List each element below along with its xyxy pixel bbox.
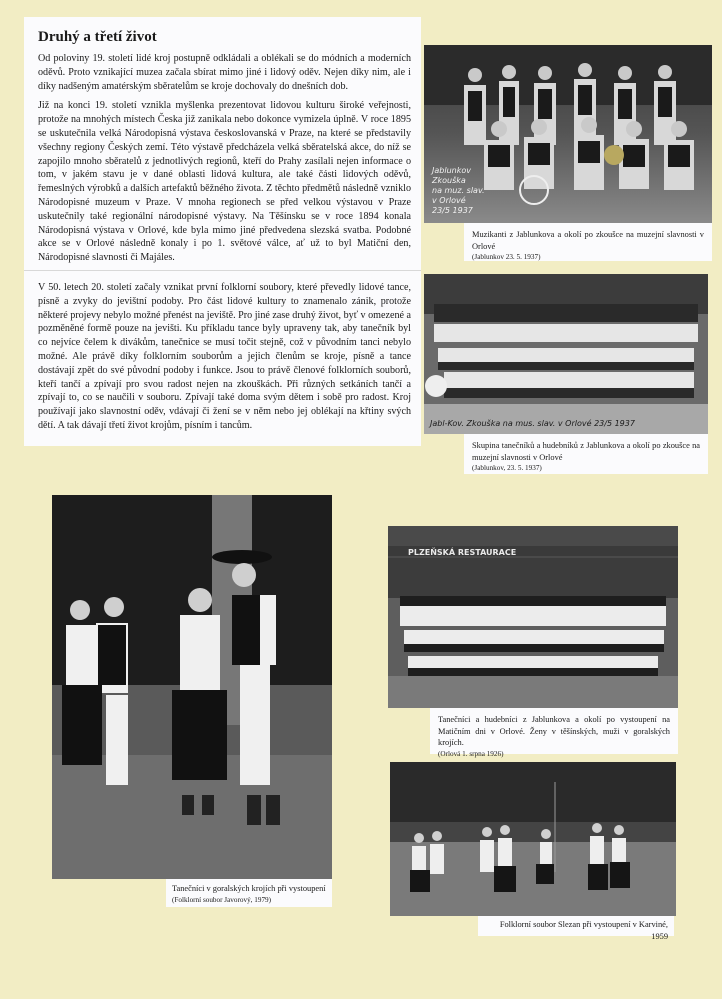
folklore-text-panel — [24, 270, 421, 446]
caption-goral-dancers — [166, 879, 332, 907]
caption-matica-day-source: (Orlová 1. srpna 1926) — [438, 749, 504, 758]
handwriting-line-4: v Orlové — [432, 196, 466, 205]
caption-matica-day-text: Tanečníci a hudebníci z Jablunkova a okolí po vystoupení na Matičním dni v Orlové. Ženy v těšínských, muži v goralských krojích. — [438, 715, 670, 747]
caption-matica-day — [430, 708, 678, 758]
paragraph-1: Od poloviny 19. století lidé kroj postupně odkládali a oblékali se do módních a moderních oděvů. Proto vznikající muzea začala sbírat mimo jiné i lidový oděv. Nejen díky nim, ale i díky nadšeným amatérským sběratelům se kroje dochovaly do dnešních dob. — [38, 53, 411, 92]
photo-slezan-ensemble — [390, 762, 676, 916]
caption-dancers-group-text: Skupina tanečníků a hudebníků z Jablunkova a okolí po zkoušce na muzejní slavnosti v Orlové — [472, 441, 700, 462]
handwriting-line-2: Zkouška — [432, 176, 466, 185]
caption-slezan-ensemble — [478, 916, 674, 941]
intro-text-panel — [24, 17, 421, 270]
page-title: Druhý a třetí život — [38, 29, 157, 45]
handwriting-line-5: 23/5 1937 — [432, 206, 473, 215]
caption-goral-dancers-source: (Folklorní soubor Javorový, 1979) — [172, 895, 272, 904]
photo-goral-dancers — [52, 495, 332, 879]
restaurant-sign: PLZEŇSKÁ RESTAURACE — [408, 548, 517, 557]
caption-goral-dancers-text: Tanečníci v goralských krojích při vystoupení — [172, 884, 326, 893]
caption-dancers-group — [464, 434, 708, 474]
caption-dancers-group-source: (Jablunkov, 23. 5. 1937) — [472, 464, 542, 472]
caption-musicians-source: (Jablunkov 23. 5. 1937) — [472, 253, 541, 261]
paragraph-3: V 50. letech 20. století začaly vznikat první folklorní soubory, které převedly lidové tance, písně a zvyky do jevištní podoby. Pro část lidové kultury to znamenalo zánik, protože některé projevy nebylo možné přenést na jeviště. Pro jiné zase druhý život, byť v omezené a pozměněné formě pouze na jevišti. Ku příkladu tance byly upraveny tak, aby tanečník byl co nejvíce čelem k divákům, tanečnice se musí točit stejně, což v původním tanci nebylo možné. Ale právě díky folklorním souborům a jejich členům se kroje, písně a tance dostávají zpět do své původní podoby i funkce. Jsou to právě členové folklorních souborů, kteří tančí a zpívají pro svou radost nejen na zkouškách. Při různých setkáních tančí a zpívají to, co se naučili v souboru. Zpívají také doma svým dětem i sobě pro radost. Kroj používají jako slavnostní oděv, vdávají či žení se v něm nebo jej oblékají na křtiny svých dětí. A tak dávají třetí život krojům, písním i tancům. — [38, 282, 411, 431]
caption-musicians — [464, 223, 712, 261]
handwriting-caption: Jabl-Kov. Zkouška na mus. slav. v Orlové 23/5 1937 — [430, 419, 635, 428]
paragraph-2: Již na konci 19. století vznikla myšlenka prezentovat lidovou kulturu široké veřejnosti, protože na mnohých místech Česka již zanikala nebo dokonce vymizela úplně. V roce 1895 se uskutečnila velká Národopisná výstava českoslovanská v Praze, na které se představily všechny regiony Českých zemí. Této výstavě předcházela velká sběratelská akce, do níž se zapojilo mnoho sběratelů z jednotlivých regionů, kteří do Prahy zasílali nejen informace o tom, v jakém stavu je v dané oblasti lidová kultura, ale také části lidových oděvů, řemeslných výrobků a dalších artefaktů běžného života. Z těchto předmětů následně vzniklo Národopisné muzeum v Praze. V mnoha regionech se před velkou výstavou v Praze uskutečnily také regionální národopisné výstavy. Na Těšínsku se v roce 1894 konala Národopisná výstava v Orlové, kde byla mimo jiné předvedena slezská svatba. Podobné akce se v Orlové následně konaly i po 1. světové válce, ať už to byl Matiční den, Národopisné slavnosti či Majáles. — [38, 100, 411, 264]
caption-slezan-ensemble-text: Folklorní soubor Slezan při vystoupení v Karviné, 1959 — [499, 920, 668, 941]
handwriting-line-3: na muz. slav. — [432, 186, 485, 195]
handwriting-line-1: Jablunkov — [432, 166, 471, 175]
caption-musicians-text: Muzikanti z Jablunkova a okolí po zkoušce na muzejní slavnosti v Orlové — [472, 230, 704, 251]
photo-musicians — [424, 45, 712, 223]
photo-dancers-group — [424, 274, 708, 434]
photo-matica-day — [388, 526, 678, 708]
